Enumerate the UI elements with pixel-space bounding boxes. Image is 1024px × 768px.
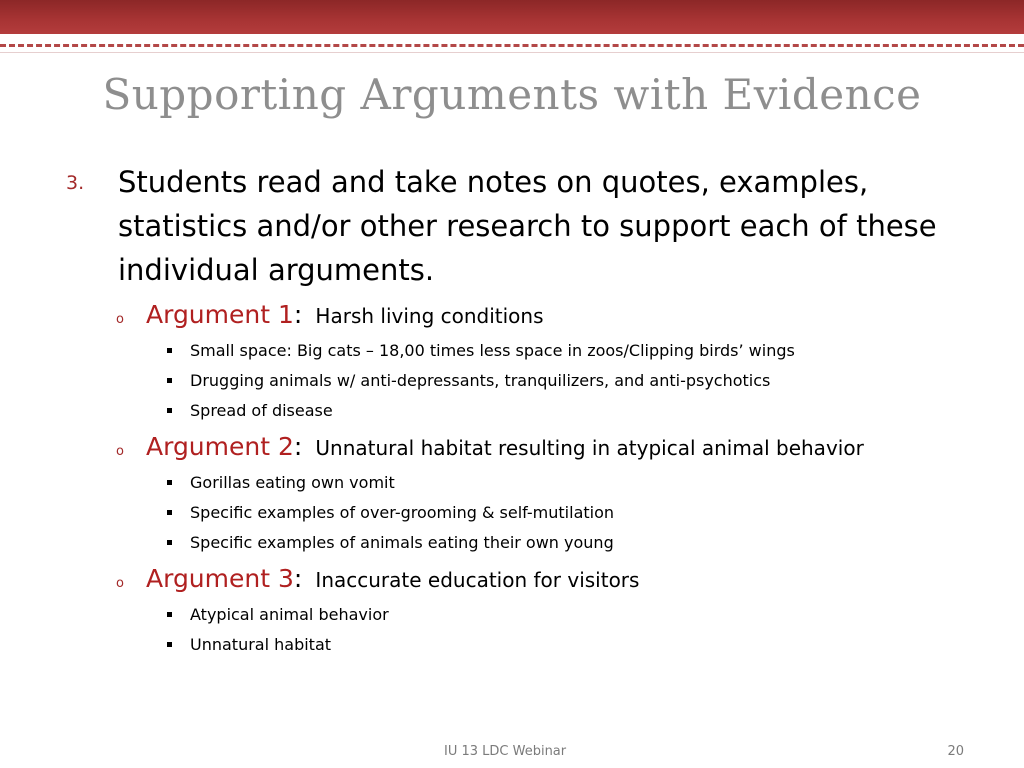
square-bullet-icon [167, 408, 172, 413]
evidence-bullet [190, 600, 1024, 630]
argument-colon: : [293, 300, 303, 329]
slide-title: Supporting Arguments with Evidence [102, 70, 922, 119]
square-bullet-icon [167, 510, 172, 515]
evidence-bullet [190, 396, 1024, 426]
argument-item [116, 564, 1024, 600]
page-number: 20 [947, 744, 964, 759]
main-point [66, 160, 978, 292]
point-text: Students read and take notes on quotes, examples, statistics and/or other research to support each of these individual arguments. [118, 165, 937, 287]
slide-footer: IU 13 LDC Webinar [444, 744, 567, 759]
evidence-text: Drugging animals w/ anti-depressants, tranquilizers, and anti-psychotics [190, 371, 771, 390]
argument-item [116, 300, 1024, 336]
argument-colon: : [293, 432, 303, 461]
evidence-bullet [190, 630, 1024, 660]
slide-content [0, 160, 1024, 660]
square-bullet-icon [167, 642, 172, 647]
argument-description: Unnatural habitat resulting in atypical animal behavior [315, 436, 864, 460]
evidence-text: Spread of disease [190, 401, 333, 420]
circle-bullet-icon: o [116, 444, 124, 459]
evidence-bullet [190, 468, 1024, 498]
top-banner [0, 0, 1024, 34]
evidence-text: Gorillas eating own vomit [190, 473, 395, 492]
evidence-text: Specific examples of over-grooming & self-mutilation [190, 503, 615, 522]
square-bullet-icon [167, 348, 172, 353]
evidence-bullet [190, 336, 1024, 366]
evidence-text: Small space: Big cats – 18,00 times less space in zoos/Clipping birds’ wings [190, 341, 795, 360]
circle-bullet-icon: o [116, 312, 124, 327]
square-bullet-icon [167, 540, 172, 545]
circle-bullet-icon: o [116, 576, 124, 591]
argument-label: Argument 2 [146, 432, 294, 461]
divider-line [0, 52, 1024, 53]
evidence-text: Unnatural habitat [190, 635, 332, 654]
point-number: 3. [66, 172, 85, 194]
evidence-bullet [190, 528, 1024, 558]
evidence-bullet [190, 498, 1024, 528]
evidence-text: Atypical animal behavior [190, 605, 389, 624]
evidence-text: Specific examples of animals eating their own young [190, 533, 614, 552]
square-bullet-icon [167, 612, 172, 617]
argument-description: Harsh living conditions [315, 304, 544, 328]
square-bullet-icon [167, 378, 172, 383]
argument-label: Argument 1 [146, 300, 294, 329]
evidence-bullet [190, 366, 1024, 396]
square-bullet-icon [167, 480, 172, 485]
argument-colon: : [293, 564, 303, 593]
argument-label: Argument 3 [146, 564, 294, 593]
argument-description: Inaccurate education for visitors [315, 568, 640, 592]
stitch-divider [0, 44, 1024, 47]
argument-item [116, 432, 1024, 468]
